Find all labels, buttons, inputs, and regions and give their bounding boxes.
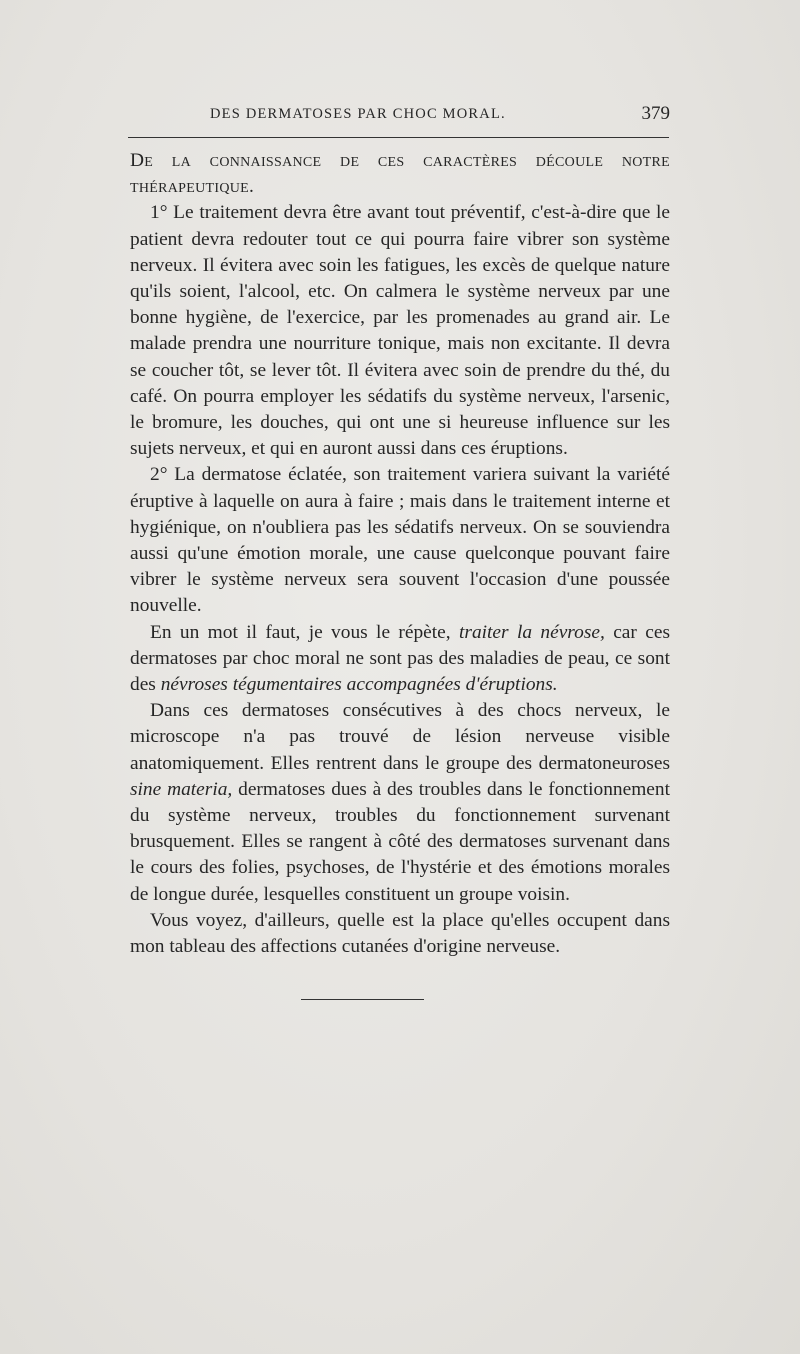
section-end-rule bbox=[301, 999, 424, 1000]
paragraph-closing: Vous voyez, d'ailleurs, quelle est la place qu'elles occupent dans mon tableau des affections cutanées d'origine nerveuse. bbox=[130, 909, 670, 958]
italic-phrase: traiter la névrose, bbox=[459, 621, 605, 643]
text-run: car ces dermatoses par choc moral ne sont pas des maladies de peau, ce sont des bbox=[130, 621, 670, 696]
running-head bbox=[130, 102, 670, 126]
paragraph-treat-neurosis bbox=[130, 620, 670, 699]
lead-small-caps: De la connaissance de ces caractères découle notre thérapeutique. bbox=[130, 150, 670, 198]
text-run: Dans ces dermatoses consécutives à des chocs nerveux, le microscope n'a pas trouvé de lésion nerveuse visible anatomiquement. Elles rentrent dans le groupe des dermatoneuroses bbox=[130, 700, 670, 774]
paragraph-eruption-treatment: 2° La dermatose éclatée, son traitement variera suivant la variété éruptive à laquelle on aura à faire ; mais dans le traitement interne et hygiénique, on n'oubliera pas les sédatifs nerveux. On se souviendra aussi qu'une émotion morale, une cause quelconque pouvant faire vibrer le système nerveux sera souvent l'occasion d'une poussée nouvelle. bbox=[130, 464, 670, 617]
running-head-title: DES DERMATOSES PAR CHOC MORAL. bbox=[210, 106, 506, 122]
paragraph-lead bbox=[130, 148, 670, 200]
body-text bbox=[130, 148, 670, 960]
text-run: En un mot il faut, je vous le répète, bbox=[150, 621, 451, 643]
text-run: dermatoses dues à des troubles dans le fonctionnement du système nerveux, troubles du fonctionnement survenant brusquement. Elles se rangent à côté des dermatoses survenant dans le cours des folies, psychoses, de l'hystérie et des émotions morales de longue durée, lesquelles constituent un groupe voisin. bbox=[130, 778, 670, 905]
page-number: 379 bbox=[641, 103, 670, 124]
italic-phrase: névroses tégumentaires accompagnées d'éruptions. bbox=[160, 674, 558, 696]
header-rule bbox=[128, 137, 669, 138]
paragraph-preventive-treatment: 1° Le traitement devra être avant tout préventif, c'est-à-dire que le patient devra redouter tout ce qui pourra faire vibrer son système nerveux. Il évitera avec soin les fatigues, les excès de quelque nature qu'ils soient, l'alcool, etc. On calmera le système nerveux par une bonne hygiène, de l'exercice, par les promenades au grand air. Le malade prendra une nourriture tonique, mais non excitante. Il devra se coucher tôt, se lever tôt. Il évitera avec soin de prendre du thé, du café. On pourra employer les sédatifs du système nerveux, l'arsenic, le bromure, les douches, qui ont une si heureuse influence sur les sujets nerveux, et qui en auront aussi dans ces éruptions. bbox=[130, 202, 670, 460]
paragraph-dermatoneuroses bbox=[130, 698, 670, 908]
italic-phrase: sine materia, bbox=[130, 778, 233, 800]
